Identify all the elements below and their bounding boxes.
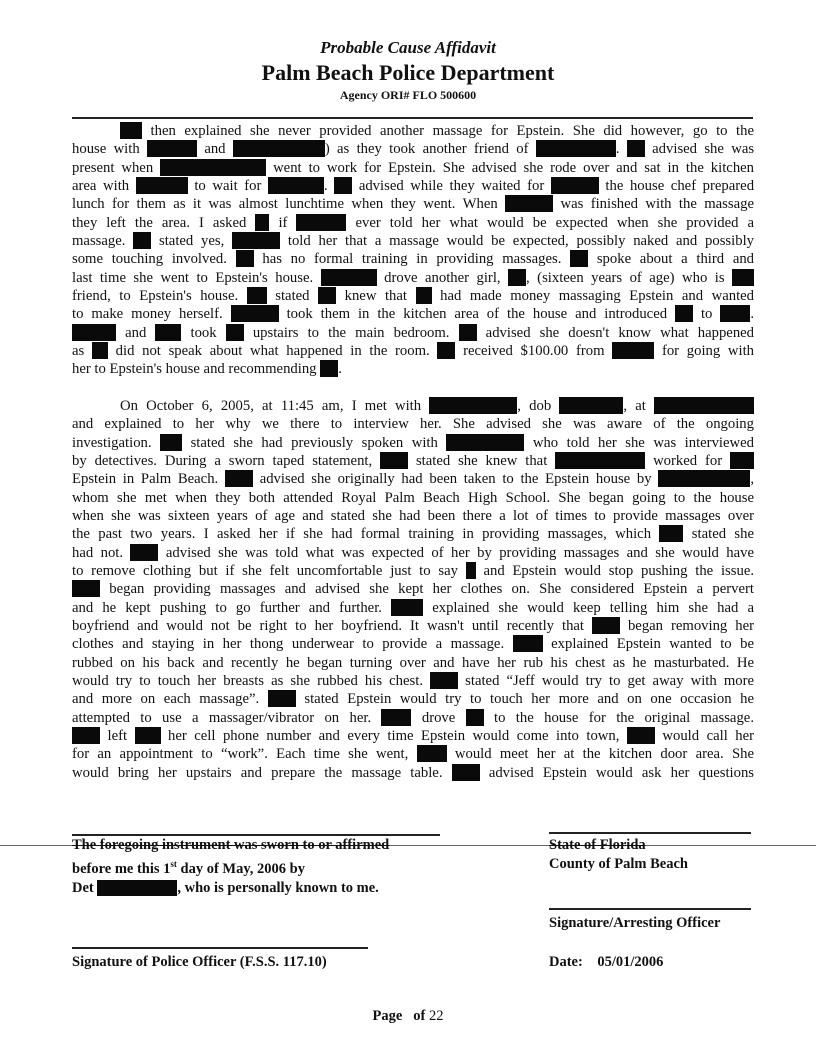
redaction xyxy=(130,544,158,561)
text-fragment: had made money massaging Epstein and wanted xyxy=(440,288,755,305)
redaction xyxy=(627,140,645,157)
text-fragment: took them in the kitchen area of the house and introduced xyxy=(286,306,668,323)
text-fragment: and xyxy=(125,324,147,341)
redaction xyxy=(225,470,253,487)
redaction xyxy=(466,709,484,726)
redaction xyxy=(416,287,432,304)
text-line xyxy=(72,745,754,763)
text-fragment: stated yes, xyxy=(159,233,225,250)
text-fragment: has no formal training in providing massages. xyxy=(262,251,562,268)
text-line xyxy=(72,599,754,617)
text-line xyxy=(72,214,754,232)
text-fragment: before me this 1 xyxy=(72,860,171,877)
text-fragment: had not. xyxy=(72,544,124,561)
redaction xyxy=(612,342,654,359)
redaction xyxy=(160,434,182,451)
page-number xyxy=(0,1008,816,1025)
text-line xyxy=(72,544,754,562)
text-line xyxy=(72,122,754,140)
text-fragment: to remove clothing but if she felt uncomfortable just to say xyxy=(72,562,458,579)
text-fragment: her cell phone number and every time Epstein would come into town, xyxy=(168,728,620,744)
text-fragment: stated she knew that xyxy=(415,452,548,469)
redaction xyxy=(659,525,683,542)
text-line xyxy=(72,232,754,250)
footer-rule-right xyxy=(549,832,751,834)
text-fragment: to the house for the original massage. xyxy=(494,709,754,726)
text-fragment: would meet her at the kitchen door area. She xyxy=(454,746,755,763)
text-fragment: . xyxy=(323,178,328,195)
text-fragment: then explained she never provided another massage for Epstein. She did however, go to the xyxy=(150,123,754,139)
redaction xyxy=(417,745,447,762)
text-fragment: her to Epstein's house and recommending xyxy=(72,361,317,378)
sworn-line-3 xyxy=(72,879,492,898)
affidavit-body xyxy=(72,122,754,782)
text-fragment: the past two years. I asked her if she had formal training in providing massages, which xyxy=(72,526,652,543)
text-line xyxy=(72,305,754,323)
text-line xyxy=(72,507,754,525)
redaction xyxy=(155,324,181,341)
jurisdiction xyxy=(549,836,769,874)
text-fragment: ) as they took another friend of xyxy=(324,141,529,158)
text-line xyxy=(72,709,754,727)
text-fragment: for an appointment to “work”. Each time she went, xyxy=(72,746,409,763)
redaction xyxy=(72,324,116,341)
text-line xyxy=(72,617,754,635)
text-fragment: On October 6, 2005, at 11:45 am, I met with xyxy=(120,397,422,414)
text-fragment: received $100.00 from xyxy=(463,343,605,360)
redaction xyxy=(508,269,526,286)
redaction xyxy=(133,232,151,249)
text-fragment: , at xyxy=(623,397,646,414)
text-fragment: and Epstein would stop pushing the issue. xyxy=(483,562,755,579)
text-fragment: rubbed on his back and recently he began turning over and have her rub his chest as he masturbated. He xyxy=(72,654,754,671)
text-fragment: advised she was xyxy=(652,141,755,158)
text-fragment: as xyxy=(72,343,85,360)
sworn-statement xyxy=(72,836,492,898)
text-line xyxy=(72,562,754,580)
text-fragment: went to work for Epstein. She advised she rode over and sat in the kitchen xyxy=(273,159,755,176)
redaction xyxy=(236,250,254,267)
text-fragment: massage. xyxy=(72,233,126,250)
redaction xyxy=(555,452,645,469)
text-line xyxy=(72,690,754,708)
text-line xyxy=(72,177,754,195)
text-fragment: by detectives. During a sworn taped statement, xyxy=(72,452,373,469)
text-fragment: knew that xyxy=(344,288,407,305)
text-fragment: advised she doesn't know what happened xyxy=(485,324,755,341)
redaction xyxy=(268,177,324,194)
redaction xyxy=(429,397,517,414)
redaction xyxy=(446,434,524,451)
text-fragment: day of May, 2006 by xyxy=(176,860,305,877)
redaction xyxy=(136,177,188,194)
redaction xyxy=(505,195,553,212)
arresting-officer-label: Signature/Arresting Officer xyxy=(549,915,721,931)
redaction xyxy=(268,690,296,707)
text-fragment: . xyxy=(338,361,342,378)
redaction xyxy=(570,250,588,267)
text-fragment: Date: xyxy=(549,954,583,970)
text-fragment: drove another girl, xyxy=(384,269,501,286)
text-line xyxy=(72,287,754,305)
redaction xyxy=(255,214,269,231)
text-fragment: . xyxy=(750,306,755,323)
text-fragment: to make money herself. xyxy=(72,306,223,323)
text-fragment: worked for xyxy=(653,452,723,469)
text-line xyxy=(72,159,754,177)
redaction xyxy=(627,727,655,744)
text-fragment: Epstein in Palm Beach. xyxy=(72,471,219,488)
text-fragment: whom she met when they both attended Royal Palm Beach High School. She began going to the house xyxy=(72,489,754,506)
text-fragment: and explained to her why we there to interview her. She advised she was aware of the ongoing xyxy=(72,416,754,433)
text-fragment: investigation. xyxy=(72,434,152,451)
redaction xyxy=(430,672,458,689)
text-fragment: lunch for them as it was almost lunchtime when they went. When xyxy=(72,196,498,213)
text-fragment: 22 xyxy=(428,1008,444,1024)
text-line xyxy=(72,269,754,287)
text-fragment: boyfriend and would not be right to her boyfriend. It wasn't until recently that xyxy=(72,617,585,634)
redaction xyxy=(147,140,197,157)
text-fragment: advised while they waited for xyxy=(358,178,545,195)
text-line xyxy=(72,764,754,782)
text-fragment: would bring her upstairs and prepare the massage table. xyxy=(72,764,443,781)
redaction xyxy=(381,709,411,726)
redaction xyxy=(459,324,477,341)
text-fragment: explained Epstein wanted to be xyxy=(551,636,755,653)
text-fragment: left xyxy=(107,728,128,744)
text-fragment: was finished with the massage xyxy=(560,196,754,213)
text-fragment: stated Epstein would try to touch her more and on one occasion he xyxy=(304,691,755,708)
text-line xyxy=(72,324,754,342)
text-fragment: stated she had previously spoken with xyxy=(190,434,438,451)
text-fragment: , who is personally known to me. xyxy=(177,879,379,896)
text-fragment: began providing massages and advised she kept her clothes on. She considered Epstein a pervert xyxy=(109,581,755,598)
text-line xyxy=(72,470,754,488)
redaction xyxy=(551,177,599,194)
text-fragment: stated xyxy=(275,288,310,305)
text-line xyxy=(72,195,754,213)
text-line xyxy=(72,250,754,268)
text-line xyxy=(72,415,754,433)
redaction xyxy=(658,470,750,487)
text-fragment: took xyxy=(190,324,217,341)
text-fragment: and more on each massage”. xyxy=(72,691,260,708)
redaction xyxy=(437,342,455,359)
text-fragment: Page xyxy=(372,1008,403,1024)
header-rule xyxy=(72,117,753,119)
redaction xyxy=(654,397,754,414)
text-fragment: told her that a massage would be expected, possibly naked and possibly xyxy=(287,233,754,250)
redaction xyxy=(380,452,408,469)
redaction xyxy=(318,287,336,304)
department-name: Palm Beach Police Department xyxy=(261,60,555,85)
redaction xyxy=(247,287,267,304)
redaction xyxy=(233,140,325,157)
redaction xyxy=(92,342,108,359)
text-fragment: of xyxy=(413,1008,426,1024)
sworn-line-2: before me this 1st day of May, 2006 by xyxy=(72,859,305,877)
text-fragment: present when xyxy=(72,159,154,176)
text-line xyxy=(72,342,754,360)
redaction xyxy=(232,232,280,249)
sworn-line-1: The foregoing instrument was sworn to or affirmed xyxy=(72,837,390,853)
redaction xyxy=(226,324,244,341)
redaction xyxy=(160,159,266,176)
redaction xyxy=(559,397,623,414)
text-line xyxy=(72,635,754,653)
redaction xyxy=(320,360,338,377)
text-fragment: , xyxy=(750,471,755,488)
text-fragment: ever told her what would be expected when she provided a xyxy=(355,214,755,231)
text-fragment: . xyxy=(615,141,620,158)
text-fragment: they left the area. I asked xyxy=(72,214,247,231)
text-fragment: when she was sixteen years of age and stated she had been there a lot of times to provide massages over xyxy=(72,507,754,524)
text-fragment: , (sixteen years of age) who is xyxy=(526,269,725,286)
text-line xyxy=(72,654,754,672)
text-line xyxy=(72,525,754,543)
state-label: State of Florida xyxy=(549,837,646,853)
text-fragment: and xyxy=(204,141,226,158)
text-fragment: house with xyxy=(72,141,140,158)
affidavit-title: Probable Cause Affidavit xyxy=(320,38,496,57)
redaction xyxy=(231,305,279,322)
text-fragment: area with xyxy=(72,178,130,195)
text-line xyxy=(72,489,754,507)
agency-ori: Agency ORI# FLO 500600 xyxy=(339,88,477,102)
text-line xyxy=(72,360,754,378)
redaction xyxy=(592,617,620,634)
redaction xyxy=(720,305,750,322)
text-fragment: upstairs to the main bedroom. xyxy=(252,324,450,341)
paragraph-2 xyxy=(72,397,754,782)
text-line xyxy=(72,727,754,745)
redaction xyxy=(97,880,177,896)
text-fragment: who told her she was interviewed xyxy=(532,434,754,451)
police-officer-label: Signature of Police Officer (F.S.S. 117.10) xyxy=(72,954,327,970)
text-fragment: to xyxy=(700,306,713,323)
redaction xyxy=(296,214,346,231)
text-fragment: if xyxy=(278,214,288,231)
county-label: County of Palm Beach xyxy=(549,856,688,872)
text-fragment: stated she xyxy=(691,526,755,543)
text-fragment: some touching involved. xyxy=(72,251,227,268)
redaction xyxy=(536,140,616,157)
redaction xyxy=(72,727,100,744)
redaction xyxy=(730,452,754,469)
text-fragment: did not speak about what happened in the room. xyxy=(115,343,430,360)
text-line xyxy=(72,452,754,470)
text-line xyxy=(72,580,754,598)
text-fragment: explained she would keep telling him she had a xyxy=(432,599,754,616)
redaction xyxy=(675,305,693,322)
text-fragment: and he kept pushing to go further and further. xyxy=(72,599,382,616)
redaction xyxy=(466,562,476,579)
text-fragment: Det xyxy=(72,879,94,896)
redaction xyxy=(732,269,754,286)
text-line xyxy=(72,434,754,452)
arresting-signature-line xyxy=(549,908,751,910)
text-fragment: drove xyxy=(421,709,456,726)
date-field xyxy=(549,953,663,972)
text-fragment: the house chef prepared xyxy=(605,178,755,195)
text-fragment: would call her xyxy=(662,728,755,744)
redaction xyxy=(321,269,377,286)
police-signature-line xyxy=(72,947,368,949)
text-fragment: friend, to Epstein's house. xyxy=(72,288,239,305)
text-fragment: advised Epstein would ask her questions xyxy=(488,764,755,781)
text-line xyxy=(72,397,754,415)
redaction xyxy=(334,177,352,194)
text-fragment: advised she originally had been taken to the Epstein house by xyxy=(259,471,652,488)
redaction xyxy=(391,599,423,616)
redaction xyxy=(452,764,480,781)
text-fragment: last time she went to Epstein's house. xyxy=(72,269,314,286)
text-fragment: 05/01/2006 xyxy=(597,954,664,970)
text-fragment: would try to touch her breasts as she rubbed his chest. xyxy=(72,672,423,689)
text-fragment: for going with xyxy=(661,343,755,360)
text-line xyxy=(72,672,754,690)
text-fragment: attempted to use a massager/vibrator on her. xyxy=(72,709,372,726)
redaction xyxy=(513,635,543,652)
text-fragment: began removing her xyxy=(627,617,754,634)
text-fragment: spoke about a third and xyxy=(596,251,755,268)
text-fragment: to wait for xyxy=(194,178,262,195)
text-fragment: stated “Jeff would try to get away with more xyxy=(465,672,754,689)
text-fragment: , dob xyxy=(517,397,552,414)
redaction xyxy=(120,122,142,139)
paragraph-1 xyxy=(72,122,754,379)
redaction xyxy=(72,580,100,597)
text-line xyxy=(72,140,754,158)
text-fragment: advised she was told what was expected of her by providing massages and she would have xyxy=(165,544,755,561)
redaction xyxy=(135,727,161,744)
text-fragment: clothes and staying in her thong underwear to provide a massage. xyxy=(72,636,505,653)
